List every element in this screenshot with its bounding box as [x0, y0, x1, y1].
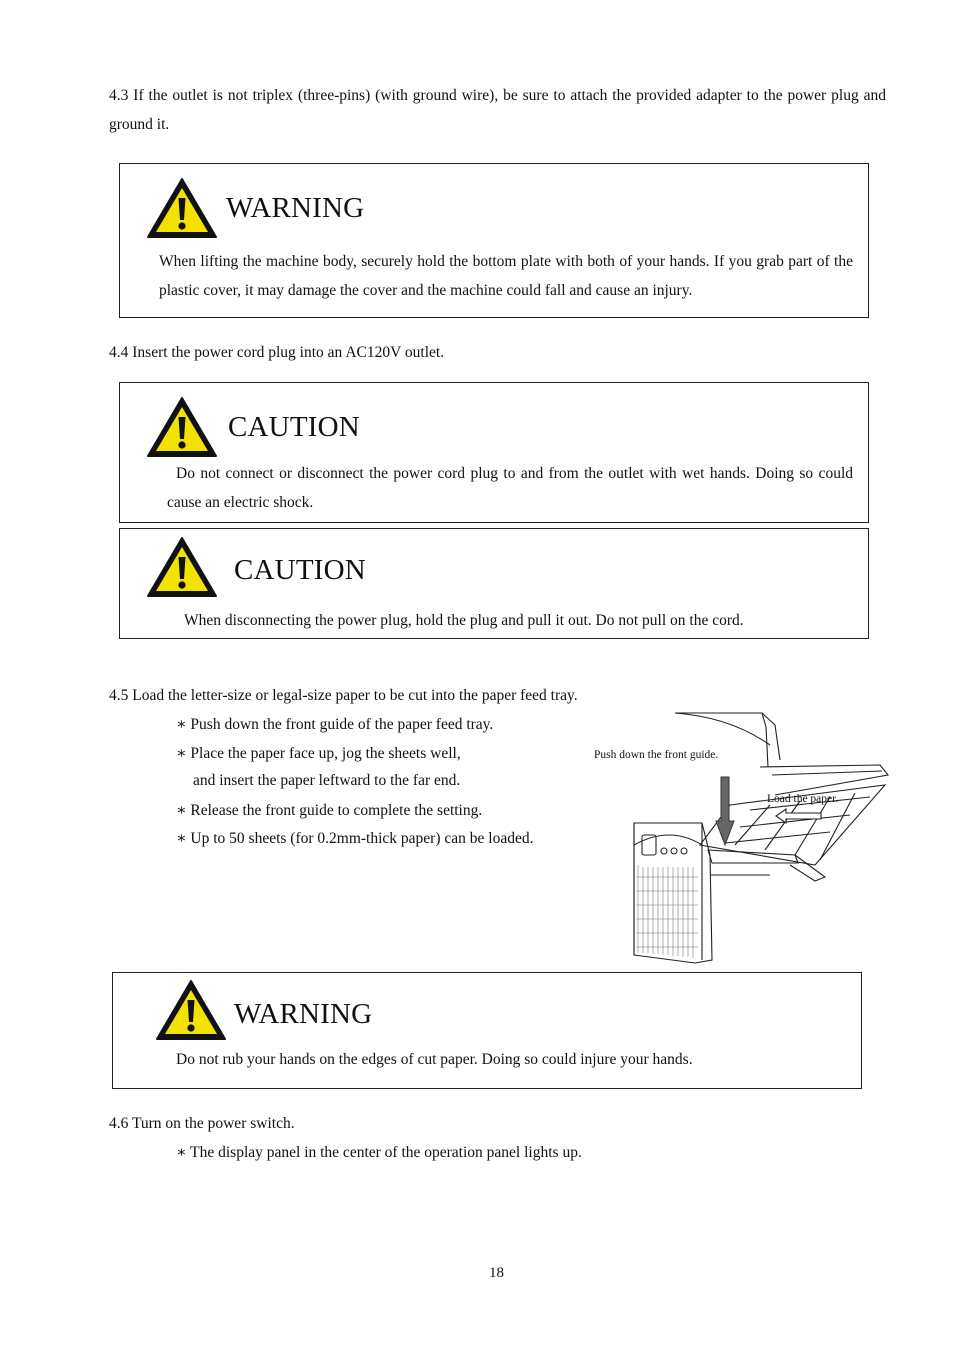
warning-triangle-icon	[155, 978, 227, 1042]
page-number: 18	[489, 1265, 504, 1281]
step-bullet: ∗ Place the paper face up, jog the sheets well,	[176, 745, 461, 762]
figure-label-push: Push down the front guide.	[594, 749, 719, 761]
caution-triangle-icon	[146, 395, 218, 459]
step-bullet: ∗ Release the front guide to complete the setting.	[176, 802, 483, 819]
warning-text: Do not rub your hands on the edges of cut paper. Doing so could injure your hands.	[176, 1051, 693, 1068]
step-bullet: ∗ Push down the front guide of the paper feed tray.	[176, 716, 494, 733]
paper-feed-tray-illustration	[590, 705, 900, 967]
caution-heading: CAUTION	[234, 554, 366, 586]
step-bullet: ∗ The display panel in the center of the operation panel lights up.	[176, 1144, 582, 1161]
caution-heading: CAUTION	[228, 411, 360, 443]
warning-triangle-icon	[146, 176, 218, 240]
caution-text: Do not connect or disconnect the power cord plug to and from the outlet with wet hands. Doing so could cause an electric shock.	[167, 465, 853, 511]
section-4-4-text: 4.4 Insert the power cord plug into an AC120V outlet.	[109, 344, 445, 361]
warning-heading: WARNING	[226, 192, 365, 224]
section-4-5-text: 4.5 Load the letter-size or legal-size paper to be cut into the paper feed tray.	[109, 687, 578, 704]
caution-text: When disconnecting the power plug, hold the plug and pull it out. Do not pull on the cord.	[184, 612, 744, 629]
caution-box-unplug	[119, 528, 869, 639]
section-4-6-text: 4.6 Turn on the power switch.	[109, 1115, 295, 1132]
warning-heading: WARNING	[234, 998, 373, 1030]
section-4-3-text: 4.3 If the outlet is not triplex (three-pins) (with ground wire), be sure to attach the provided adapter to the power plug and ground it.	[109, 87, 886, 133]
warning-box-lifting	[119, 163, 869, 318]
caution-triangle-icon	[146, 535, 218, 599]
step-bullet-continuation: and insert the paper leftward to the far end.	[193, 772, 461, 789]
step-bullet: ∗ Up to 50 sheets (for 0.2mm-thick paper) can be loaded.	[176, 830, 534, 847]
caution-box-wet-hands	[119, 382, 869, 523]
figure-label-load: Load the paper.	[767, 793, 839, 805]
warning-box-cut-paper	[112, 972, 862, 1089]
warning-text: When lifting the machine body, securely hold the bottom plate with both of your hands. If you grab part of the plastic cover, it may damage the cover and the machine could fall and cause an injury.	[159, 253, 853, 299]
